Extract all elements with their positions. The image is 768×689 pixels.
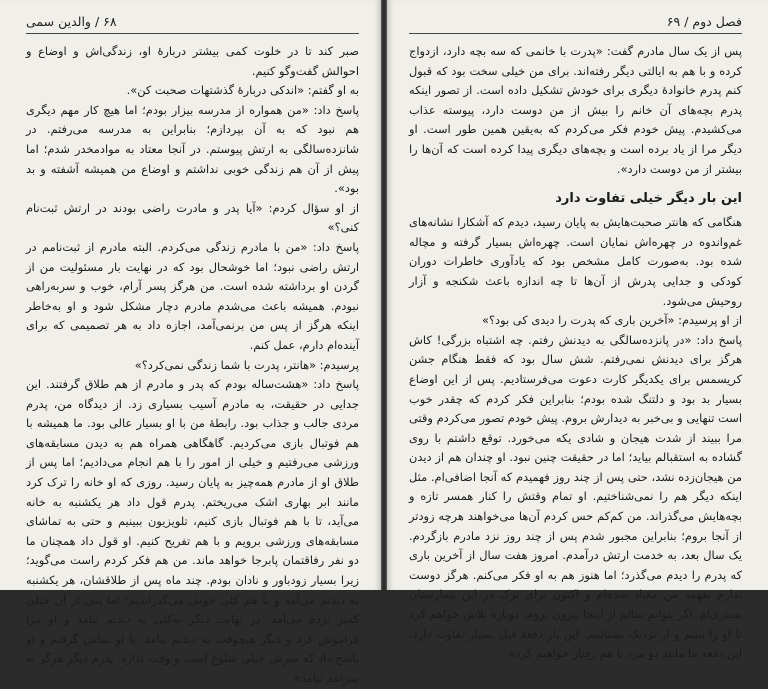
paragraph: از او پرسیدم: «آخرین باری که پدرت را دیدی کی بود؟» bbox=[482, 313, 742, 328]
right-page-header: فصل دوم / ۶۹ bbox=[666, 14, 742, 29]
right-page bbox=[387, 0, 768, 661]
paragraph: هنگامی که هانتر صحبت‌هایش به پایان رسید، دیدم که آشکارا نشانه‌های غم‌واندوه در چهره‌اش نمایان است. چهره‌اش بسیار گرفته و مچاله شده بود. به‌صورت کامل مشخص بود که یادآوری خاطرات دوران کودکی و جدایی پدرش از آن‌ها تا چه اندازه باعث شکنجه و آزار روحیش می‌شود. bbox=[409, 215, 742, 308]
left-header-rule bbox=[26, 33, 359, 34]
paragraph: پاسخ داد: «من همواره از مدرسه بیزار بودم؛ اما هیچ کار مهم دیگری هم نبود که به آن بپردازم؛ بنابراین به مدرسه می‌رفتم. در شانزده‌سالگی به ارتش پیوستم. در آنجا معتاد به مواد‌مخدر شدم؛ اما پیش از آن هم زندگی خوبی نداشتم و اوضاع من همیشه آشفته و بد بود». bbox=[26, 102, 359, 196]
right-header-rule bbox=[409, 33, 742, 34]
left-page-header: ۶۸ / والدین سمی bbox=[26, 14, 117, 29]
section-subheading: این بار دیگر خیلی تفاوت دارد bbox=[555, 191, 742, 207]
left-page-body bbox=[26, 42, 359, 689]
paragraph: پرسیدم: «هانتر، پدرت با شما زندگی نمی‌کرد؟» bbox=[134, 357, 359, 372]
paragraph: صبر کند تا در خلوت کمی بیشتر دربارهٔ او، زندگی‌اش و اوضاع و احوالش گفت‌وگو کنیم. bbox=[26, 44, 359, 78]
paragraph: پس از یک سال مادرم گفت: «پدرت با خانمی که سه بچه دارد، ازدواج کرده و با هم به ایالتی دیگر رفته‌اند. برای من خیلی سخت بود که قبول کنم پدرم خانوادهٔ دیگری برای خودش تشکیل داده است. از تصور اینکه پدرم بچه‌های آن خانم را بیش از من دوست دارد، پیوسته عذاب می‌کشیدم. پیش خودم فکر می‌کردم که به‌یقین همین طور است. او دیگر مرا از یاد برده است و بچه‌های دیگری پیدا کرده است که آن‌ها را بیشتر از من دوست دارد». bbox=[409, 44, 742, 176]
paragraph: پاسخ داد: «هشت‌ساله بودم که پدر و مادرم از هم طلاق گرفتند. این جدایی در حقیقت، به مادرم آسیب بسیاری زد. از دیدگاه من، پدرم مردی جالب و جذاب بود. رابطهٔ من با او بسیار عالی بود. ما همیشه با هم فوتبال بازی می‌کردیم. گاهگاهی همراه هم به دیدن مسابقه‌های ورزشی می‌رفتیم و خیلی از امور را با هم انجام می‌دادیم؛ اما پس از طلاق او از مادرم همه‌چیز به پایان رسید. روزی که او خانه را ترک کرد مانند ابر بهاری اشک می‌ریختم. پدرم قول داد هر یکشنبه به خانه می‌آید، تا با هم فوتبال بازی کنیم، تلویزیون ببینیم و حتی به تماشای مسابقه‌های ورزشی برویم و با هم تفریح کنیم. او قول داد همچنان ما دو نفر رفاقتمان پابرجا خواهد ماند. من هم فکر کردم راست می‌گوید؛ زیرا بسیار زودباور و نادان بودم. چند ماه پس از طلاقشان، هر یکشنبه به دیدنم می‌آمد و با هم کلی خوش می‌گذراندیم؛ اما پس از آن خیلی کمتر نزدم می‌آمد. در نهایت دیگر به‌کلی به دیدنم نیامد و او مرا فراموش کرد و دیگر هیچوقت به دیدنم نیامد. با او تماس گرفتم و او پاسخ داد که سرش خیلی شلوغ است و وقت ندارد. پدرم دیگر هرگز به سراغم نیامد». bbox=[26, 377, 359, 685]
left-page bbox=[0, 0, 381, 685]
paragraph: از او سؤال کردم: «آیا پدر و مادرت راضی بودند در ارتش ثبت‌نام کنی؟» bbox=[26, 200, 359, 235]
right-page-body bbox=[409, 42, 742, 664]
paragraph: پاسخ داد: «در پانزده‌سالگی به دیدنش رفتم. چه اشتباه بزرگی! کاش هرگز برای دیدنش نمی‌رفتم. شش سال بود که فقط هنگام جشن کریسمس برای یکدیگر کارت دعوت می‌فرستادیم. پس از این اوضاع بسیار بد بود و دلتنگ شده بودم؛ بنابراین فکر کردم که چقدر خوب است تنهایی و بی‌خبر به دیدارش بروم. پیش خودم تصور می‌کردم وقتی مرا ببیند از شدت هیجان و شادی یکه می‌خورد. توقع داشتم با روی گشاده به استقبالم بیاید؛ اما در حقیقت چنین نبود. او چندان هم از دیدن من هیجان‌زده نشد، حتی پس از چند روز فهمیدم که آنجا اضافی‌ام. مثل اینکه دیگر هم را نمی‌شناختیم. او تمام وقتش را کنار همسر تازه و بچه‌هایش می‌گذراند. من کم‌کم حس کردم آن‌ها می‌خواهند هرچه زودتر از آنجا بروم؛ بنابراین مجبور شدم پس از چند روز نزد مادرم بازگردم. یک سال بعد، به خدمت ارتش درآمدم. امروز هفت سال از آخرین باری که پدرم را دیدم می‌گذرد؛ اما هنوز هم به او فکر می‌کنم. هرگز دوست ندارم بفهمد من معتاد شده‌ام و اکنون برای ترک در این بیمارستان بستری‌ام. اگر بتوانم سالم از اینجا بیرون بروم، دوباره تلاش خواهم کرد تا او را ببینم و از نزدیک بشناسم. این بار دفعهٔ قبل بسیار تفاوت دارد. این دفعه ما مانند دو مرد با هم رفتار خواهیم کرد». bbox=[409, 332, 742, 661]
paragraph: به او گفتم: «اندکی دربارهٔ گذشتهات صحبت کن». bbox=[126, 83, 359, 98]
paragraph: پاسخ داد: «من با مادرم زندگی می‌کردم. البته مادرم از ثبت‌نامم در ارتش راضی نبود؛ اما خوشحال بود که در نهایت بار مسئولیت من از گردن او برداشته شده است. من هرگز پسر آرام، خوب و سربه‌راهی نبودم. همیشه باعث می‌شدم مادرم دچار مشکل شود و او به‌خاطر اینکه هرگز از پس من برنمی‌آمد، اجازه داد به هر تصمیمی که برای آینده‌ام دارم، عمل کنم. bbox=[26, 239, 359, 352]
